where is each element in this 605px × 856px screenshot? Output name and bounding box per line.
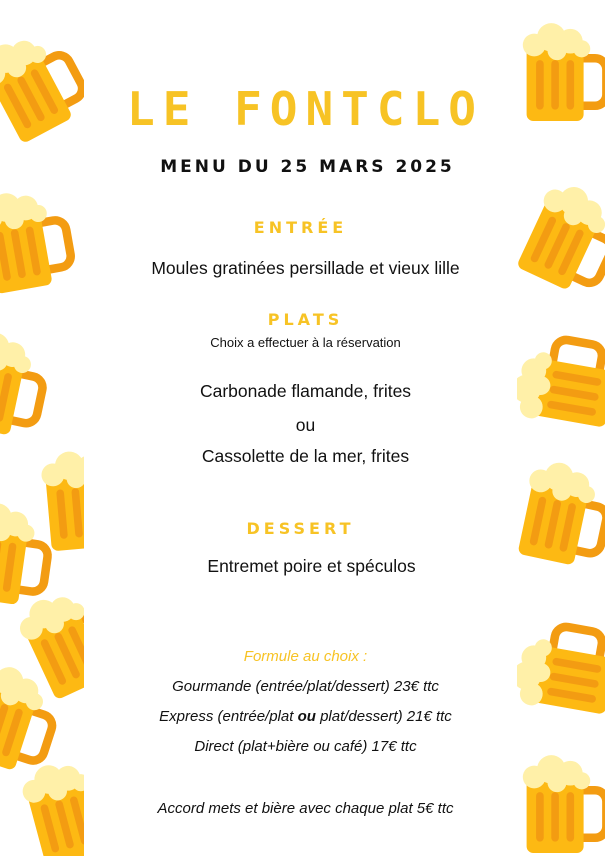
plats-heading: PLATS: [267, 310, 344, 329]
formule-express-part1: Express (entrée/plat: [159, 708, 298, 725]
formule-express-or: ou: [297, 708, 316, 725]
beer-mug-icon: [517, 451, 605, 578]
formule-express: [84, 708, 517, 725]
beer-mug-icon: [517, 324, 605, 437]
formule-express-part2: plat/dessert) 21€ ttc: [315, 708, 452, 725]
beer-mug-icon: [0, 12, 84, 154]
menu-date: MENU DU 25 MARS 2025: [160, 157, 455, 177]
right-decoration-strip: [517, 0, 605, 856]
beer-mug-icon: [517, 170, 605, 310]
formule-direct: Direct (plat+bière ou café) 17€ ttc: [194, 738, 417, 755]
plats-separator: ou: [295, 415, 316, 435]
beer-mug-icon: [0, 321, 60, 448]
menu-content: [84, 0, 517, 856]
entree-heading: ENTRÉE: [253, 218, 348, 237]
left-decoration-strip: [0, 0, 84, 856]
beer-mug-icon: [519, 18, 605, 128]
formule-gourmande: Gourmande (entrée/plat/dessert) 23€ ttc: [172, 678, 439, 695]
plats-note: Choix a effectuer à la réservation: [210, 335, 401, 350]
accord-mets-biere: Accord mets et bière avec chaque plat 5€ ttc: [157, 800, 454, 817]
beer-mug-icon: [517, 611, 605, 724]
entree-dish: Moules gratinées persillade et vieux lille: [151, 258, 460, 278]
dessert-dish: Entremet poire et spéculos: [207, 556, 416, 576]
dessert-heading: DESSERT: [246, 519, 355, 538]
plat-dish-2: Cassolette de la mer, frites: [201, 446, 410, 466]
beer-mug-icon: [0, 178, 84, 303]
plat-dish-1: Carbonade flamande, frites: [199, 381, 412, 401]
restaurant-title: LE FONTCLO: [127, 82, 484, 136]
formules-heading: Formule au choix :: [243, 648, 368, 665]
beer-mug-icon: [519, 750, 605, 856]
